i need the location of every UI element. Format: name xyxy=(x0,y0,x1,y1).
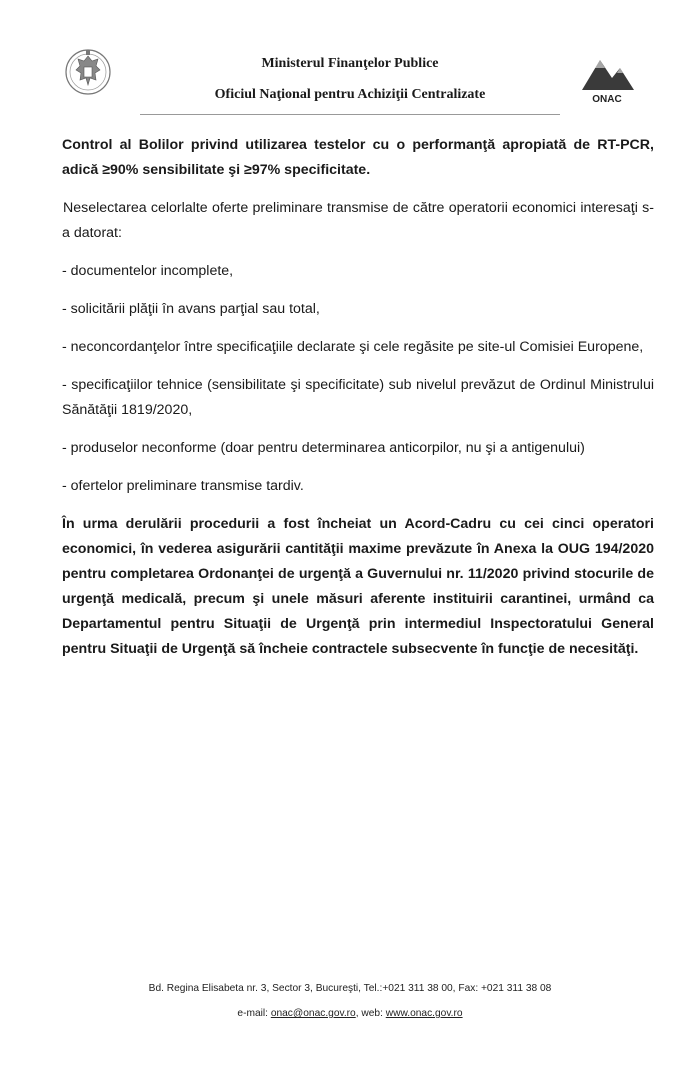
conclusion-paragraph: În urma derulării procedurii a fost încheiat un Acord-Cadru cu cei cinci operatori economici, în vederea asigurării cantităţii maxime prevăzute în Anexa la OUG 194/2020 pentru completarea Ordonanţei de urgenţă a Guvernului nr. 11/2020 privind stocurile de urgenţă medicală, precum şi unele măsuri aferente instituirii carantinei, urmând ca Departamentul pentru Situaţii de Urgenţă prin intermediul Inspectoratului General pentru Situaţii de Urgenţă să încheie contractele subsecvente în funcţie de necesităţi. xyxy=(62,516,654,657)
onac-logo-icon xyxy=(574,52,640,104)
onac-logo-text: ONAC xyxy=(592,94,622,104)
reason-item: - documentelor incomplete, xyxy=(62,263,234,279)
header-divider xyxy=(140,114,560,115)
reason-item: - ofertelor preliminare transmise tardiv. xyxy=(62,478,304,494)
web-label: , web: xyxy=(355,1008,386,1019)
footer-contacts xyxy=(60,1008,640,1019)
reason-item: - specificaţiilor tehnice (sensibilitate şi specificitate) sub nivelul prevăzut de Ordinul Ministrului Sănătăţii 1819/2020, xyxy=(62,377,654,418)
romanian-coat-of-arms-icon xyxy=(64,42,112,102)
footer-address: Bd. Regina Elisabeta nr. 3, Sector 3, Bucureşti, Tel.:+021 311 38 00, Fax: +021 311 38 08 xyxy=(148,983,552,994)
office-name: Oficiul Naţional pentru Achiziţii Centralizate xyxy=(214,87,486,102)
reason-item: - solicitării plăţii în avans parţial sau total, xyxy=(62,301,320,317)
email-link[interactable]: onac@onac.gov.ro xyxy=(270,1008,356,1019)
document-body xyxy=(62,133,654,662)
email-label: e-mail: xyxy=(237,1008,271,1019)
reason-item: - neconcordanţelor între specificaţiile declarate şi cele regăsite pe site-ul Comisiei Europene, xyxy=(62,339,644,355)
web-link[interactable]: www.onac.gov.ro xyxy=(385,1008,463,1019)
reason-item: - produselor neconforme (doar pentru determinarea anticorpilor, nu şi a antigenului) xyxy=(62,440,585,456)
intro-paragraph: Control al Bolilor privind utilizarea testelor cu o performanţă apropiată de RT-PCR, adică ≥90% sensibilitate şi ≥97% specificitate. xyxy=(62,137,654,178)
ministry-name: Ministerul Finanţelor Publice xyxy=(261,56,439,71)
reasons-intro: Neselectarea celorlalte oferte preliminare transmise de către operatorii economici interesaţi s-a datorat: xyxy=(62,200,654,241)
